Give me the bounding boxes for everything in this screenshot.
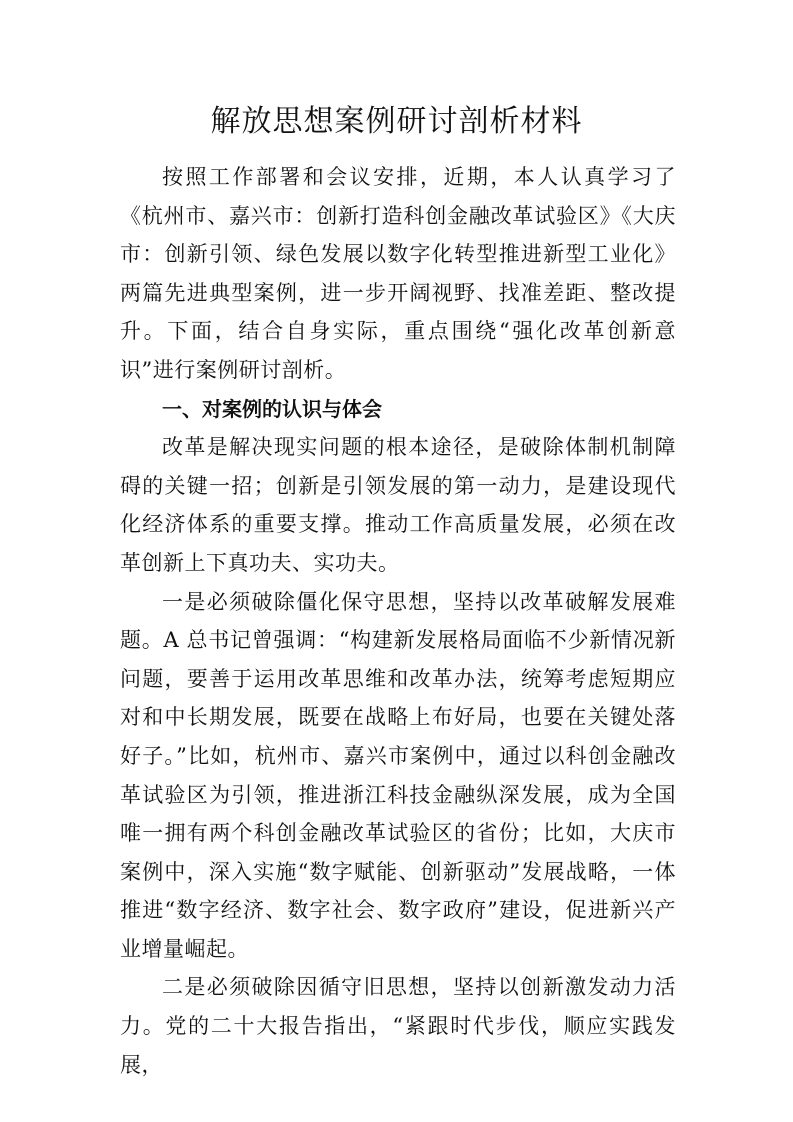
document-body xyxy=(120,158,676,1084)
body-paragraph-2: 一是必须破除僵化保守思想，坚持以改革破解发展难题。A 总书记曾强调：“构建新发展格局面临不少新情况新问题，要善于运用改革思维和改革办法，统筹考虑短期应对和中长期发展，既要在战略上布好局，也要在关键处落好子。”比如，杭州市、嘉兴市案例中，通过以科创金融改革试验区为引领，推进浙江科技金融纵深发展，成为全国唯一拥有两个科创金融改革试验区的省份；比如，大庆市案例中，深入实施“数字赋能、创新驱动”发展战略，一体推进“数字经济、数字社会、数字政府”建设，促进新兴产业增量崛起。 xyxy=(120,589,676,961)
document-title: 解放思想案例研讨剖析材料 xyxy=(210,104,583,139)
section-heading: 一、对案例的认识与体会 xyxy=(162,396,382,421)
intro-paragraph: 按照工作部署和会议安排，近期，本人认真学习了《杭州市、嘉兴市：创新打造科创金融改革试验区》《大庆市：创新引领、绿色发展以数字化转型推进新型工业化》两篇先进典型案例，进一步开阔视野、找准差距、整改提升。下面，结合自身实际，重点围绕“强化改革创新意识”进行案例研讨剖析。 xyxy=(120,165,676,382)
body-paragraph-1: 改革是解决现实问题的根本途径，是破除体制机制障碍的关键一招；创新是引领发展的第一动力，是建设现代化经济体系的重要支撑。推动工作高质量发展，必须在改革创新上下真功夫、实功夫。 xyxy=(120,435,676,575)
body-paragraph-3: 二是必须破除因循守旧思想，坚持以创新激发动力活力。党的二十大报告指出，“紧跟时代步伐，顺应实践发展， xyxy=(120,975,676,1077)
